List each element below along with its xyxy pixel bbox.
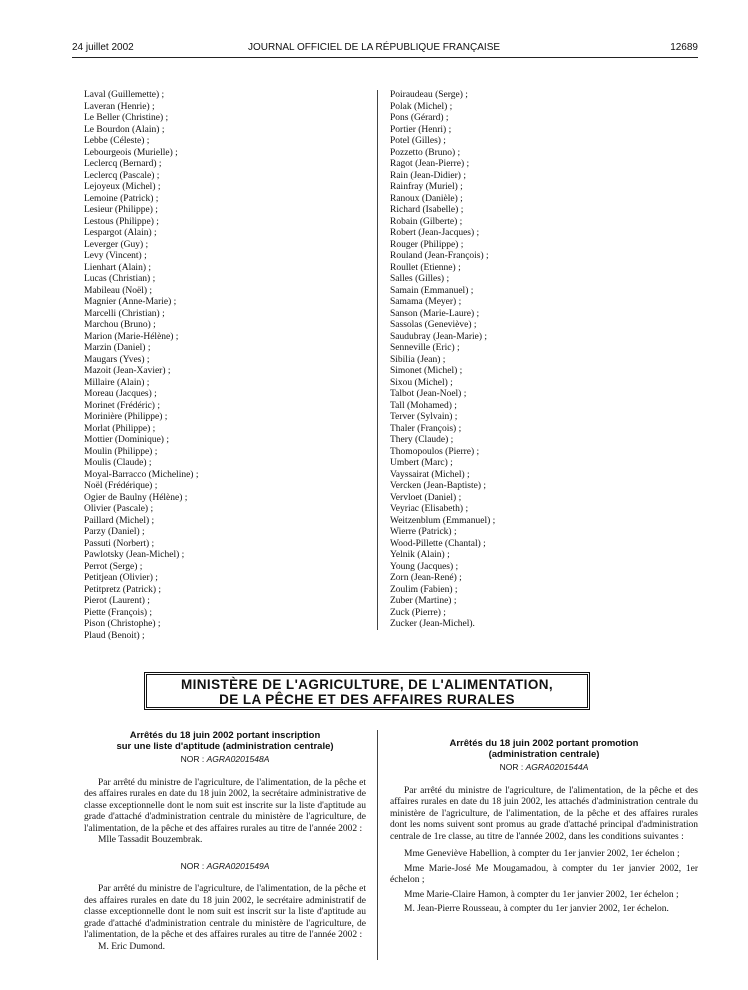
- name-entry: Pierot (Laurent) ;: [84, 596, 150, 606]
- nor-reference: [84, 861, 366, 873]
- ministry-heading-line1: MINISTÈRE DE L'AGRICULTURE, DE L'ALIMENTATION,: [180, 677, 554, 692]
- article-title-line: Arrêtés du 18 juin 2002 portant promotion: [449, 738, 639, 749]
- nor-label: NOR :: [180, 754, 207, 764]
- promotion-entry: Mme Marie-Claire Hamon, à compter du 1er janvier 2002, 1er échelon ;: [404, 889, 679, 900]
- header-rule: [72, 57, 698, 58]
- name-entry: Rainfray (Muriel) ;: [390, 182, 463, 192]
- name-entry: Veyriac (Elisabeth) ;: [390, 504, 469, 514]
- name-entry: Marion (Marie-Hélène) ;: [84, 331, 179, 342]
- name-entry: Levy (Vincent) ;: [84, 251, 147, 261]
- promotion-entry: Mme Geneviève Habellion, à compter du 1er janvier 2002, 1er échelon ;: [404, 849, 680, 859]
- name-entry: Zoulim (Fabien) ;: [390, 584, 458, 595]
- name-entry: Terver (Sylvain) ;: [390, 412, 458, 422]
- column-divider: [377, 730, 378, 960]
- name-entry: Morlat (Philippe) ;: [84, 423, 156, 434]
- name-entry: Passuti (Norbert) ;: [84, 538, 155, 549]
- name-entry: Paillard (Michel) ;: [84, 515, 155, 526]
- name-entry: Morinet (Frédéric) ;: [84, 400, 160, 411]
- name-entry: Potel (Gilles) ;: [390, 136, 446, 146]
- name-entry: Poiraudeau (Serge) ;: [390, 90, 468, 100]
- name-entry: Pawlotsky (Jean-Michel) ;: [84, 550, 185, 560]
- header-date: 24 juillet 2002: [72, 42, 134, 53]
- name-entry: Sassolas (Geneviève) ;: [390, 320, 477, 330]
- name-entry: Leclercq (Pascale) ;: [84, 170, 160, 181]
- name-entry: Marzin (Daniel) ;: [84, 343, 151, 353]
- name-entry: Vervloet (Daniel) ;: [390, 492, 462, 503]
- name-entry: Leverger (Guy) ;: [84, 239, 149, 250]
- name-entry: Ranoux (Danièle) ;: [390, 193, 463, 204]
- nor-label: NOR :: [180, 860, 207, 871]
- decree-paragraph: Par arrêté du ministre de l'agriculture, de l'alimentation, de la pêche et des affaires rurales en date du 18 juin 2002, la secrétaire administrative de classe exceptionnelle dont le nom suit est inscrite sur la liste d'aptitude au grade d'attaché d'administration centrale du ministère de l'agriculture, de l'alimentation, de la pêche et des affaires rurales au titre de l'année 2002 :: [84, 777, 366, 834]
- article-title-line: sur une liste d'aptitude (administration centrale): [116, 741, 334, 752]
- nor-code: AGRA0201548A: [206, 754, 270, 764]
- name-entry: Magnier (Anne-Marie) ;: [84, 297, 177, 307]
- name-entry: Ragot (Jean-Pierre) ;: [390, 159, 470, 169]
- name-entry: Sixou (Michel) ;: [390, 377, 453, 388]
- ministry-heading-line2: DE LA PÊCHE ET DES AFFAIRES RURALES: [219, 692, 515, 707]
- header-page-number: 12689: [670, 42, 698, 53]
- name-entry: Vayssairat (Michel) ;: [390, 469, 470, 480]
- header-title: JOURNAL OFFICIEL DE LA RÉPUBLIQUE FRANÇAISE: [247, 42, 501, 53]
- name-entry: Zucker (Jean-Michel).: [390, 619, 475, 629]
- names-list-left: [84, 90, 198, 642]
- name-entry: Maugars (Yves) ;: [84, 354, 150, 365]
- name-entry: Lucas (Christian) ;: [84, 274, 156, 284]
- promotion-entry: M. Jean-Pierre Rousseau, à compter du 1er janvier 2002, 1er échelon.: [404, 904, 669, 914]
- name-entry: Samain (Emmanuel) ;: [390, 285, 474, 296]
- nor-reference: [390, 762, 698, 774]
- name-entry: Sanson (Marie-Laure) ;: [390, 308, 480, 319]
- name-entry: Pons (Gérard) ;: [390, 113, 449, 123]
- name-entry: Rouland (Jean-François) ;: [390, 251, 489, 261]
- name-entry: Moyal-Barracco (Micheline) ;: [84, 469, 199, 480]
- name-entry: Lesieur (Philippe) ;: [84, 205, 158, 215]
- name-entry: Olivier (Pascale) ;: [84, 504, 154, 514]
- name-entry: Sibilia (Jean) ;: [390, 354, 446, 365]
- nor-code: AGRA0201544A: [525, 762, 589, 772]
- name-entry: Mazoit (Jean-Xavier) ;: [84, 366, 171, 376]
- name-entry: Laveran (Henrie) ;: [84, 101, 155, 112]
- name-entry: Roullet (Etienne) ;: [390, 262, 461, 273]
- name-entry: Lebourgeois (Murielle) ;: [84, 147, 178, 158]
- name-entry: Salles (Gilles) ;: [390, 274, 450, 284]
- name-entry: Lemoine (Patrick) ;: [84, 193, 159, 204]
- name-entry: Lebbe (Céleste) ;: [84, 136, 150, 146]
- name-entry: Saudubray (Jean-Marie) ;: [390, 331, 488, 342]
- name-entry: Lestous (Philippe) ;: [84, 216, 159, 227]
- name-entry: Umbert (Marc) ;: [390, 458, 453, 468]
- name-entry: Tall (Mohamed) ;: [390, 400, 457, 411]
- name-entry: Wood-Pillette (Chantal) ;: [390, 538, 486, 549]
- name-entry: Moulin (Philippe) ;: [84, 446, 158, 457]
- appointee-name: M. Eric Dumond.: [98, 941, 166, 952]
- name-entry: Plaud (Benoit) ;: [84, 630, 145, 641]
- name-entry: Polak (Michel) ;: [390, 101, 453, 112]
- name-entry: Wierre (Patrick) ;: [390, 527, 457, 537]
- name-entry: Robain (Gilberte) ;: [390, 216, 463, 227]
- name-entry: Moulis (Claude) ;: [84, 458, 152, 468]
- name-entry: Simonet (Michel) ;: [390, 366, 463, 376]
- name-entry: Robert (Jean-Jacques) ;: [390, 228, 480, 238]
- name-entry: Moreau (Jacques) ;: [84, 389, 157, 399]
- article-title: [390, 738, 698, 760]
- name-entry: Senneville (Eric) ;: [390, 343, 460, 353]
- name-entry: Marcelli (Christian) ;: [84, 308, 165, 319]
- name-entry: Lienhart (Alain) ;: [84, 262, 152, 273]
- name-entry: Thomopoulos (Pierre) ;: [390, 446, 480, 457]
- name-entry: Vercken (Jean-Baptiste) ;: [390, 481, 487, 491]
- name-entry: Laval (Guillemette) ;: [84, 90, 165, 100]
- name-entry: Millaire (Alain) ;: [84, 377, 150, 388]
- name-entry: Ogier de Baulny (Hélène) ;: [84, 492, 188, 503]
- name-entry: Zorn (Jean-René) ;: [390, 573, 462, 583]
- name-entry: Rain (Jean-Didier) ;: [390, 170, 466, 181]
- promotion-list: [390, 849, 698, 916]
- appointee-name: Mlle Tassadit Bouzembrak.: [98, 835, 203, 845]
- article-promotion: [390, 738, 698, 919]
- name-entry: Perrot (Serge) ;: [84, 561, 143, 572]
- name-entry: Zuber (Martine) ;: [390, 596, 457, 606]
- decree-paragraph: Par arrêté du ministre de l'agriculture, de l'alimentation, de la pêche et des affaires rurales en date du 18 juin 2002, les attachés d'administration centrale du ministère de l'agriculture, de l'alimentation, de la pêche et des affaires rurales dont les noms suivent sont promus au grade d'attaché principal d'administration centrale de 1re classe, au titre de l'année 2002, dans les conditions suivantes :: [390, 785, 698, 842]
- name-entry: Mottier (Dominique) ;: [84, 435, 169, 445]
- name-entry: Noël (Frédérique) ;: [84, 481, 158, 491]
- nor-label: NOR :: [499, 762, 526, 772]
- article-title-line: (administration centrale): [488, 749, 600, 760]
- name-entry: Mabileau (Noël) ;: [84, 285, 153, 296]
- name-entry: Marchou (Bruno) ;: [84, 320, 156, 330]
- name-entry: Yelnik (Alain) ;: [390, 550, 450, 560]
- names-list-right: [390, 90, 495, 631]
- name-entry: Rouger (Philippe) ;: [390, 239, 464, 250]
- name-entry: Talbot (Jean-Noel) ;: [390, 389, 467, 399]
- name-entry: Morinière (Philippe) ;: [84, 412, 168, 422]
- name-entry: Lespargot (Alain) ;: [84, 228, 157, 238]
- name-entry: Petitpretz (Patrick) ;: [84, 584, 162, 595]
- name-entry: Samama (Meyer) ;: [390, 297, 462, 307]
- name-entry: Richard (Isabelle) ;: [390, 205, 464, 215]
- name-entry: Pison (Christophe) ;: [84, 619, 161, 629]
- ministry-heading-box: [144, 672, 590, 710]
- name-entry: Zuck (Pierre) ;: [390, 607, 446, 618]
- nor-code: AGRA0201549A: [206, 860, 270, 871]
- article-title-line: Arrêtés du 18 juin 2002 portant inscription: [129, 730, 321, 741]
- name-entry: Parzy (Daniel) ;: [84, 527, 145, 537]
- column-divider: [377, 90, 378, 630]
- name-entry: Portier (Henri) ;: [390, 124, 452, 135]
- nor-reference: [84, 754, 366, 766]
- name-entry: Pozzetto (Bruno) ;: [390, 147, 461, 158]
- name-entry: Lejoyeux (Michel) ;: [84, 182, 161, 192]
- name-entry: Petitjean (Olivier) ;: [84, 573, 158, 583]
- name-entry: Le Bourdon (Alain) ;: [84, 124, 165, 135]
- name-entry: Le Beller (Christine) ;: [84, 113, 169, 123]
- name-entry: Young (Jacques) ;: [390, 561, 459, 572]
- promotion-entry: Mme Marie-José Me Mougamadou, à compter du 1er janvier 2002, 1er échelon ;: [390, 863, 698, 885]
- article-inscription: [84, 730, 366, 953]
- name-entry: Piette (François) ;: [84, 607, 153, 618]
- name-entry: Thery (Claude) ;: [390, 435, 454, 445]
- decree-paragraph: Par arrêté du ministre de l'agriculture, de l'alimentation, de la pêche et des affaires rurales en date du 18 juin 2002, le secrétaire administratif de classe exceptionnelle dont le nom suit est inscrit sur la liste d'aptitude au grade d'attaché d'administration centrale du ministère de l'agriculture, de l'alimentation, de la pêche et des affaires rurales au titre de l'année 2002 :: [84, 884, 366, 940]
- name-entry: Leclercq (Bernard) ;: [84, 159, 162, 169]
- article-title: [84, 730, 366, 752]
- name-entry: Weitzenblum (Emmanuel) ;: [390, 515, 496, 526]
- name-entry: Thaler (François) ;: [390, 423, 462, 434]
